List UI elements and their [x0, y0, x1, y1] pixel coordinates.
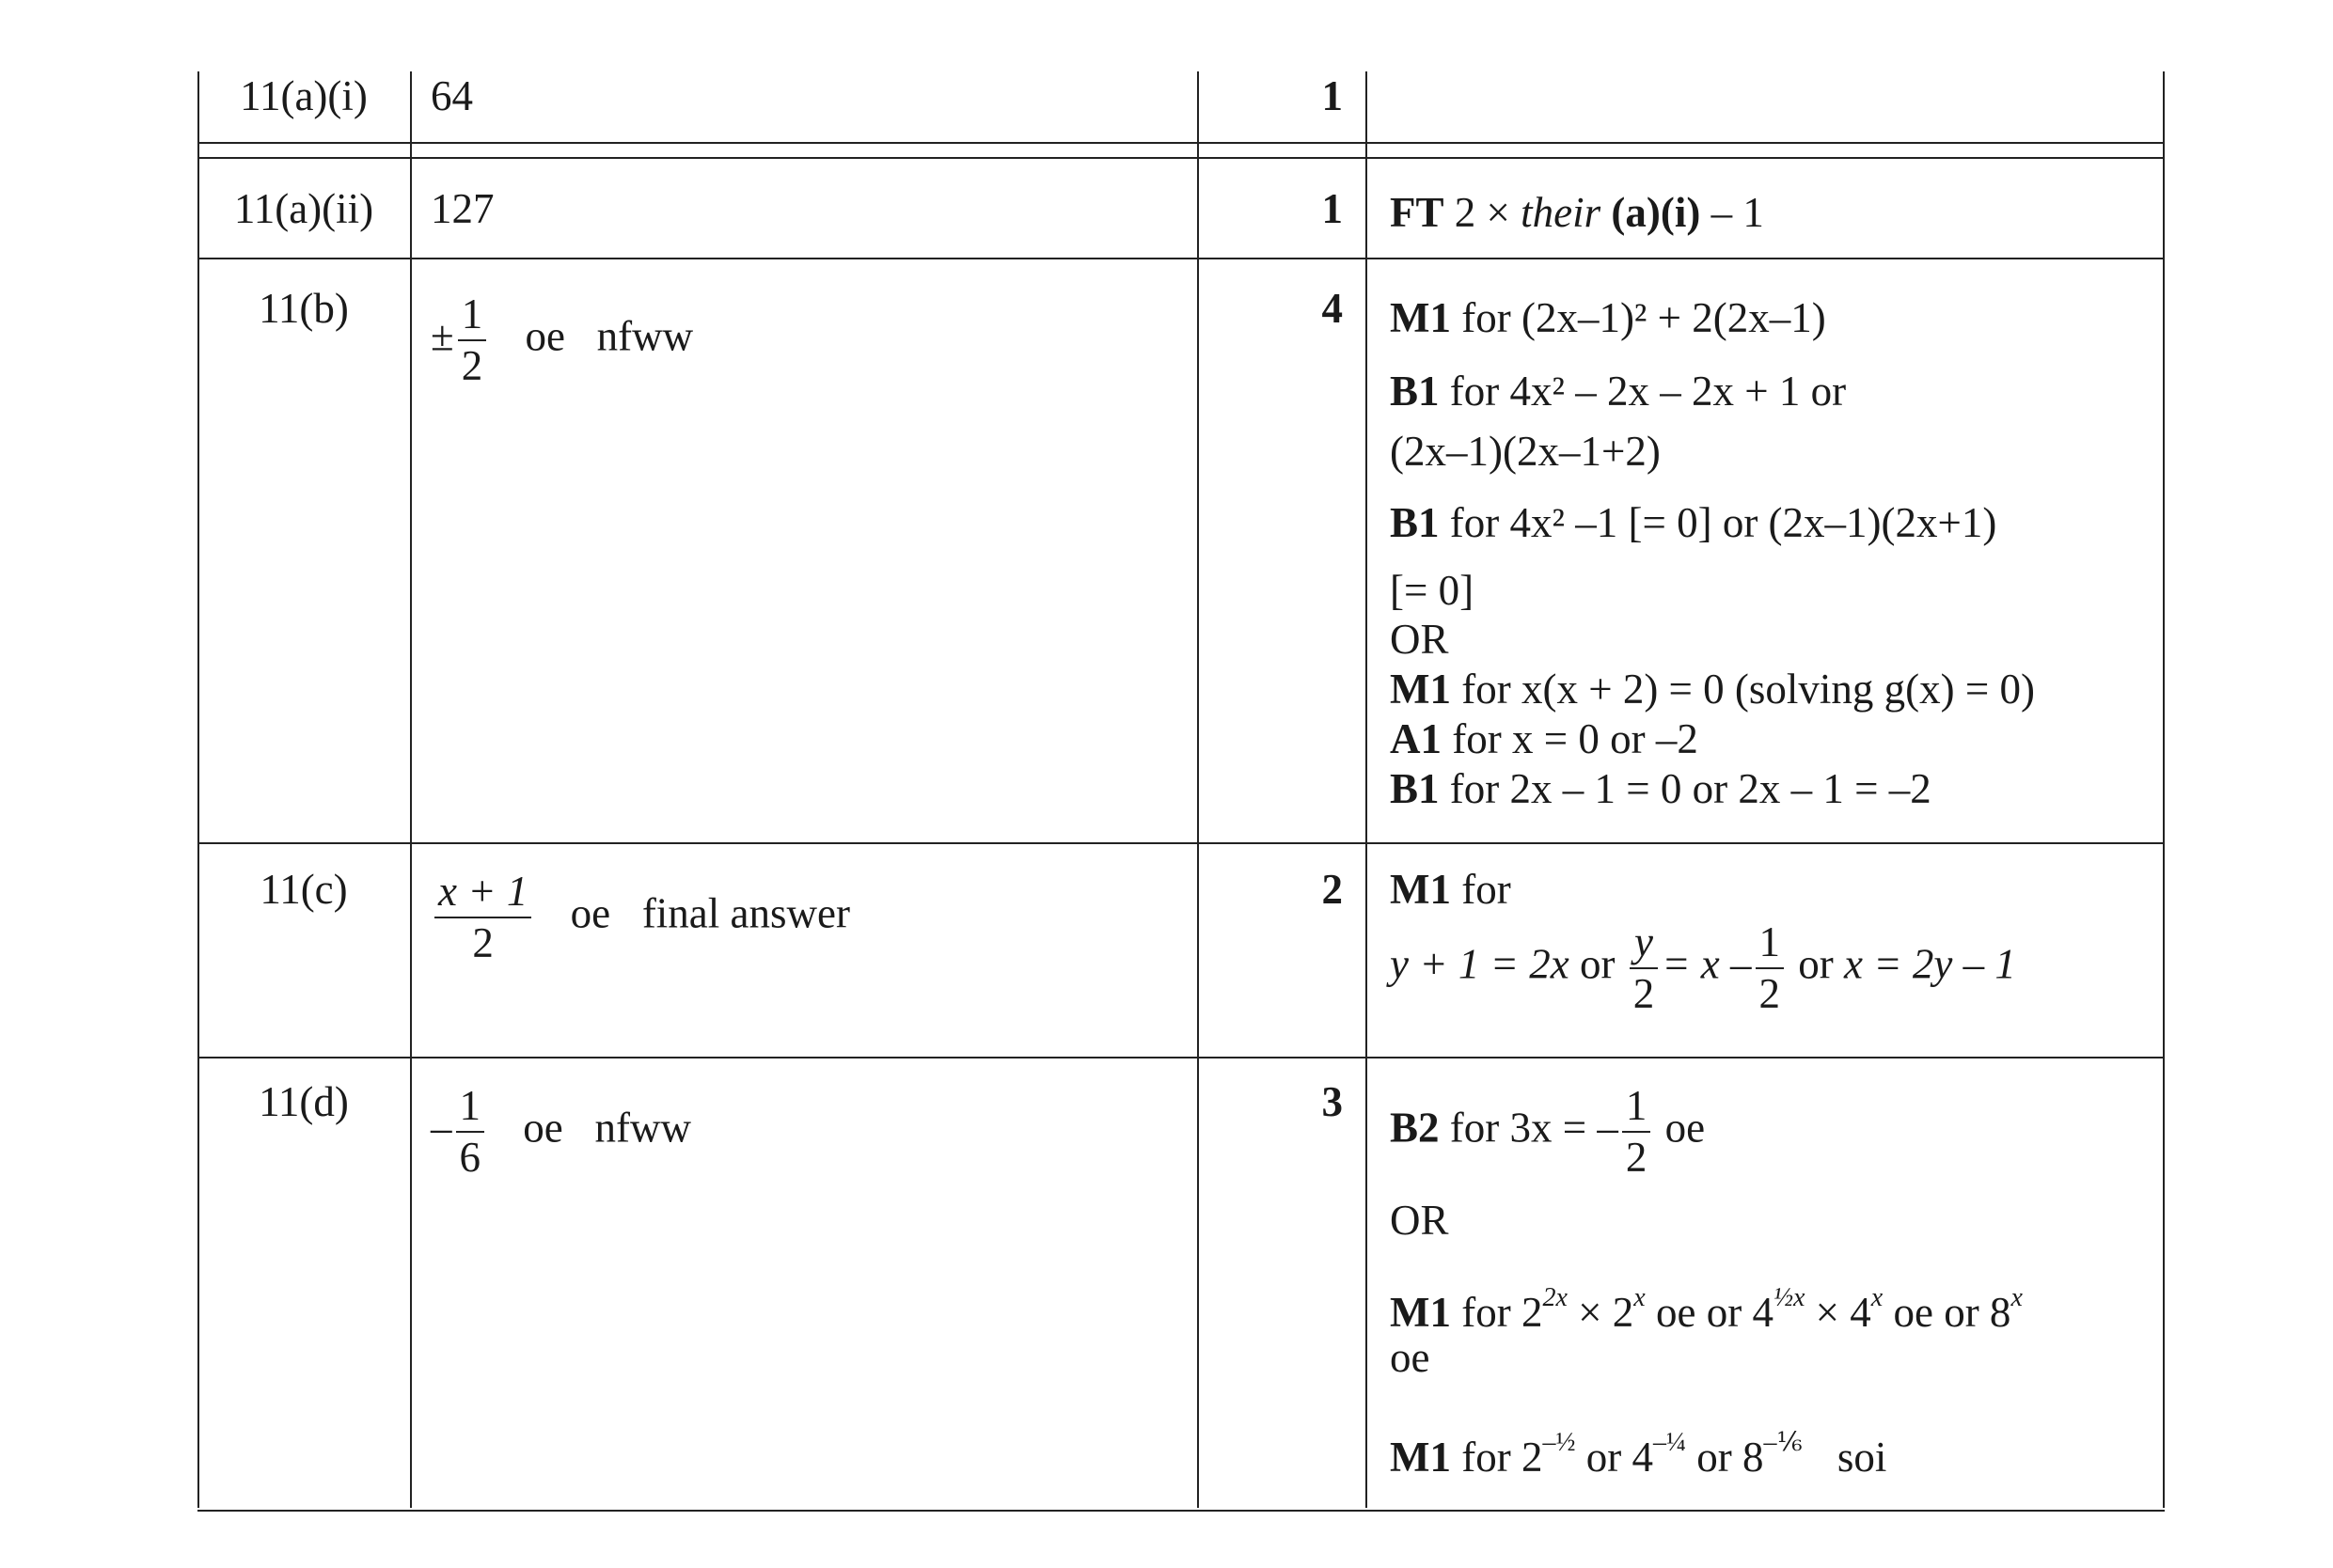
guidance-text: oe or 8	[1893, 1289, 2011, 1336]
answer-suffix: oe nfww	[523, 1104, 691, 1152]
row-divider	[197, 157, 2165, 159]
guidance-fraction	[1622, 1081, 1651, 1183]
guidance-equation: = x –	[1662, 940, 1752, 988]
guidance-text: for x(x + 2) = 0 (solving g(x) = 0)	[1461, 666, 2036, 713]
fraction-numerator: y	[1633, 918, 1653, 965]
or-label: OR	[1390, 616, 1449, 663]
guidance-text: oe	[1390, 1334, 1430, 1381]
question-number: 11(d)	[259, 1078, 349, 1125]
exponent: x	[1633, 1283, 1646, 1312]
guidance-text: for	[1461, 1289, 1511, 1336]
exponent: x	[1870, 1283, 1884, 1312]
guidance-text: for (2x–1)² + 2(2x–1)	[1461, 294, 1826, 341]
guidance-text: – 1	[1700, 189, 1764, 236]
fraction-numerator: x + 1	[438, 868, 528, 915]
guidance-text: their	[1521, 189, 1601, 236]
answer	[431, 867, 850, 968]
fraction-denominator: 2	[434, 917, 531, 968]
guidance	[1390, 188, 2104, 238]
fraction-denominator: 2	[1630, 967, 1659, 1019]
guidance-text: for 3x = –	[1449, 1104, 1618, 1152]
answer-fraction	[458, 290, 487, 391]
fraction-numerator: 1	[1625, 1082, 1647, 1129]
column-divider-answer	[410, 71, 412, 1508]
answer-sign: –	[431, 1104, 452, 1152]
row-divider	[197, 258, 2165, 259]
or-label: OR	[1390, 1197, 1449, 1244]
fraction-denominator: 6	[456, 1131, 485, 1183]
guidance-text: for 2	[1461, 1434, 1543, 1481]
m1-label: M1	[1390, 866, 1451, 913]
row-divider	[197, 842, 2165, 844]
guidance-text: for 2x – 1 = 0 or 2x – 1 = –2	[1449, 765, 1931, 812]
guidance-text: × 4	[1815, 1289, 1871, 1336]
guidance-text: [= 0]	[1390, 567, 1474, 614]
guidance-text: for 4x² – 2x – 2x + 1 or	[1449, 368, 1847, 415]
b2-label: B2	[1390, 1104, 1440, 1152]
exponent: x	[2010, 1283, 2023, 1312]
fraction-numerator: 1	[1758, 918, 1781, 965]
guidance-equation: x = 2y – 1	[1844, 940, 2016, 988]
answer	[431, 290, 693, 391]
answer: 127	[431, 185, 495, 232]
guidance-text: 2 ×	[1454, 189, 1521, 236]
m1-label: M1	[1390, 1289, 1451, 1336]
m1-label: M1	[1390, 1434, 1451, 1481]
guidance-text: for	[1461, 866, 1511, 913]
guidance-text: 2	[1521, 1289, 1543, 1336]
answer-suffix: oe final answer	[570, 889, 850, 937]
exponent: –⅙	[1763, 1428, 1803, 1457]
fraction-denominator: 2	[458, 339, 487, 391]
row-divider	[197, 142, 2165, 144]
guidance-text: oe or 4	[1655, 1289, 1773, 1336]
a1-label: A1	[1390, 715, 1442, 762]
answer-fraction	[434, 867, 531, 968]
marks: 4	[1321, 285, 1343, 332]
guidance-text: for x = 0 or –2	[1452, 715, 1698, 762]
answer	[431, 1081, 691, 1183]
answer-suffix: oe nfww	[525, 312, 694, 360]
guidance-equation: y + 1 = 2x	[1390, 940, 1569, 988]
row-divider	[197, 1057, 2165, 1058]
guidance-text: or 8	[1696, 1434, 1764, 1481]
ft-label: FT	[1390, 189, 1444, 236]
question-number: 11(b)	[259, 285, 349, 332]
guidance-text: or	[1579, 940, 1616, 988]
guidance-text: oe	[1664, 1104, 1706, 1152]
b1-label: B1	[1390, 765, 1440, 812]
column-divider-guidance	[1365, 71, 1367, 1508]
question-number: 11(a)(ii)	[233, 185, 374, 232]
m1-label: M1	[1390, 666, 1451, 713]
answer-fraction	[456, 1081, 485, 1183]
m1-label: M1	[1390, 294, 1451, 341]
fraction-denominator: 2	[1622, 1131, 1651, 1183]
guidance-text: or	[1798, 940, 1834, 988]
b1-label: B1	[1390, 499, 1440, 546]
question-number: 11(c)	[260, 866, 348, 913]
b1-label: B1	[1390, 368, 1440, 415]
guidance-text: (2x–1)(2x–1+2)	[1390, 428, 1661, 475]
guidance-fraction	[1630, 917, 1659, 1019]
marks: 1	[1321, 185, 1343, 232]
answer-sign: ±	[431, 312, 454, 360]
guidance-fraction	[1756, 917, 1785, 1019]
marks: 2	[1321, 866, 1343, 913]
fraction-numerator: 1	[461, 290, 483, 337]
marks: 3	[1321, 1078, 1343, 1125]
exponent: –½	[1542, 1428, 1576, 1457]
fraction-denominator: 2	[1756, 967, 1785, 1019]
answer: 64	[431, 72, 473, 119]
exponent: ½x	[1773, 1283, 1805, 1312]
question-number: 11(a)(i)	[240, 72, 368, 119]
table-border-right	[2163, 71, 2165, 1508]
fraction-numerator: 1	[459, 1082, 481, 1129]
guidance-text: × 2	[1578, 1289, 1634, 1336]
guidance-text: soi	[1836, 1434, 1887, 1481]
guidance-text: (a)(i)	[1611, 189, 1701, 236]
marks: 1	[1321, 72, 1343, 119]
guidance-text: or 4	[1585, 1434, 1653, 1481]
guidance-text: for 4x² –1 [= 0] or (2x–1)(2x+1)	[1449, 499, 1997, 546]
exponent: 2x	[1542, 1283, 1568, 1312]
exponent: –¼	[1652, 1428, 1686, 1457]
table-border-bottom	[197, 1510, 2165, 1512]
